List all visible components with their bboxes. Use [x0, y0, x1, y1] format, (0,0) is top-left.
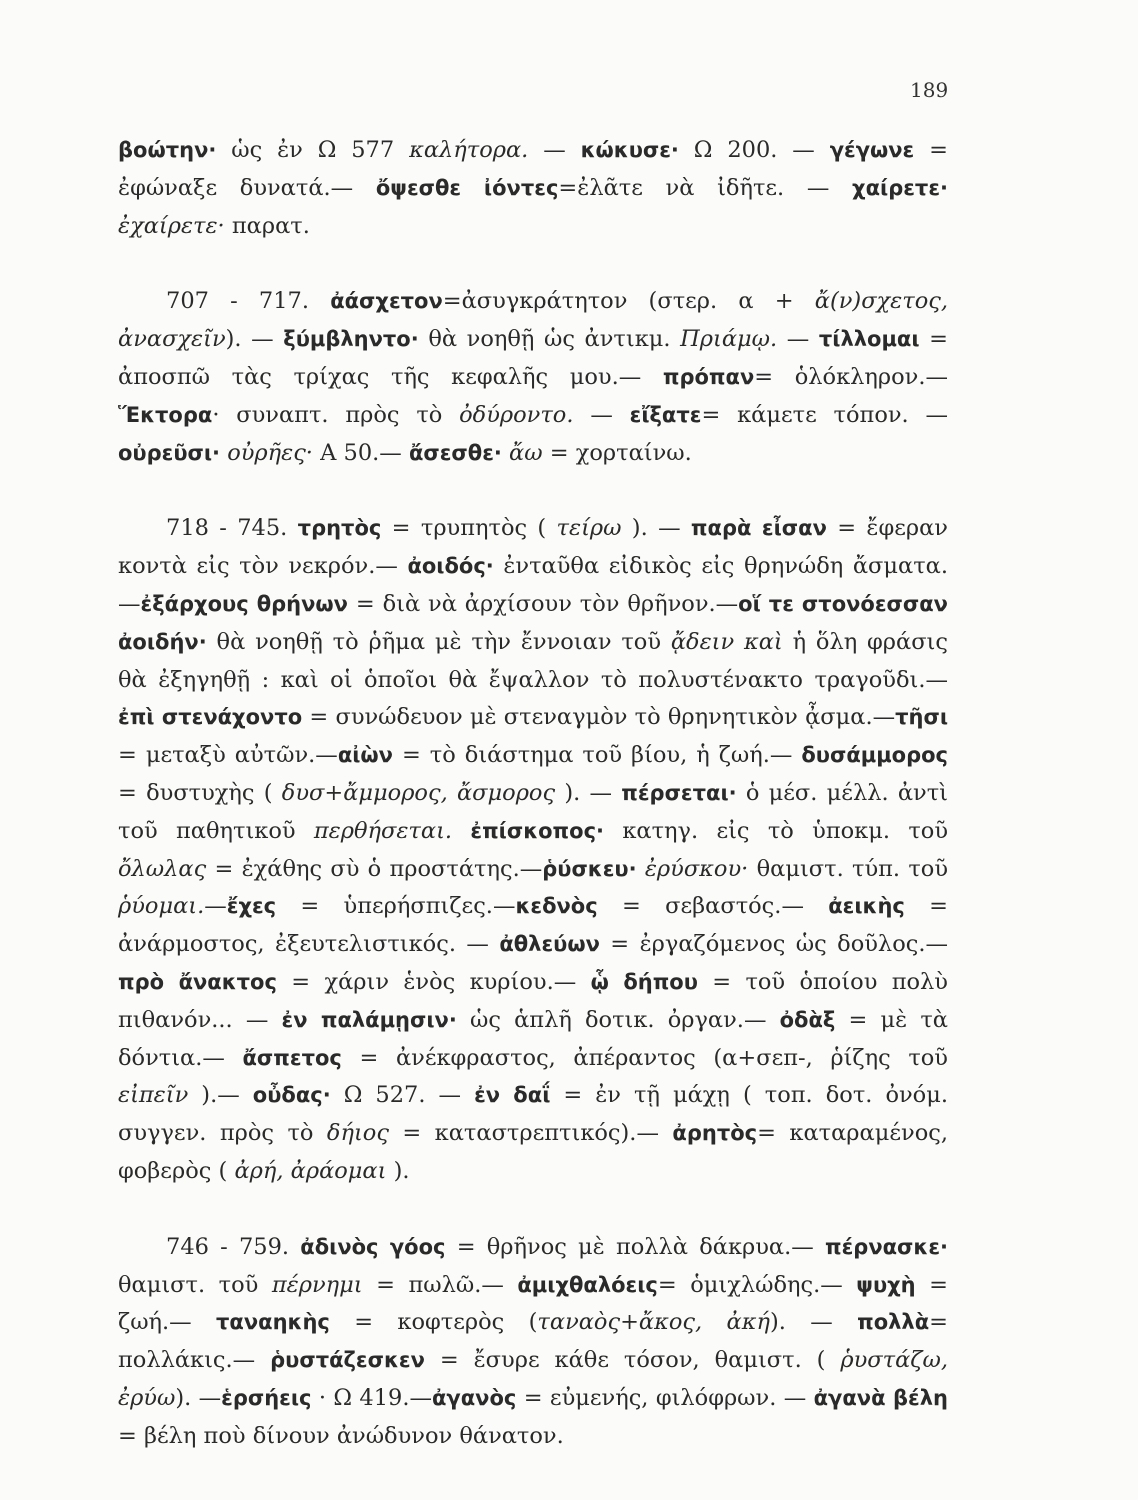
lemma-term: ἐπίσκοπος·: [470, 818, 605, 843]
gloss-text: ). —: [225, 326, 284, 353]
gloss-text: 707 - 717.: [166, 288, 331, 315]
gloss-text: θὰ νοηθῇ ὡς ἀντικμ.: [418, 326, 681, 353]
gloss-text: = ἔσυρε κάθε τόσον, θαμιστ. (: [424, 1347, 841, 1374]
gloss-text: = ἐφώναξε δυνατά.—: [118, 137, 948, 201]
lemma-term: ᾧ δήπου: [590, 969, 698, 994]
lemma-term: ὄψεσθε ἰόντες: [375, 175, 559, 200]
gloss-text: θὰ νοηθῇ τὸ ῥῆμα μὲ τὴν ἔννοιαν τοῦ: [206, 628, 671, 655]
gloss-text: = ζωή.—: [118, 1271, 949, 1336]
paragraph-gap: [118, 472, 948, 510]
gloss-text: = ὁμιχλώδης.—: [657, 1271, 857, 1298]
italic-citation: ῥύομαι.: [118, 893, 205, 920]
lemma-term: πέρνασκε·: [824, 1234, 948, 1259]
italic-citation: ἄ(ν)σχετος, ἀνασχεῖν: [118, 288, 949, 353]
lemma-term: δυσάμμορος: [801, 743, 948, 768]
gloss-text: —: [528, 137, 581, 163]
lemma-term: τῆσι: [895, 705, 948, 730]
italic-citation: πέρνημι: [271, 1271, 363, 1298]
lemma-term: πρόπαν: [662, 364, 755, 389]
gloss-text: = δυστυχὴς (: [118, 779, 282, 806]
gloss-text: = τρυπητὸς (: [381, 515, 557, 542]
gloss-text: = βέλη ποὺ δίνουν ἀνώδυνον θάνατον.: [118, 1422, 564, 1449]
gloss-text: = μὲ τὰ δόντια.—: [118, 1006, 948, 1071]
lemma-term: ἀδινὸς γόος: [300, 1234, 446, 1259]
lemma-term: πολλὰ: [857, 1310, 930, 1335]
lemma-term: πέρσεται·: [621, 780, 737, 805]
lemma-term: κώκυσε·: [580, 138, 679, 162]
italic-citation: ᾄδειν καὶ: [670, 628, 783, 655]
lemma-term: οὖδας·: [252, 1083, 331, 1108]
gloss-text: Α 50.—: [312, 439, 409, 466]
lemma-term: ἐν παλάμῃσιν·: [281, 1007, 457, 1032]
gloss-text: = μεταξὺ αὐτῶν.—: [118, 742, 338, 769]
gloss-text: ). —: [621, 515, 691, 542]
gloss-text: —: [204, 893, 227, 920]
gloss-text: = εὐμενής, φιλόφρων. —: [516, 1384, 814, 1411]
lemma-term: ἐν δαΐ: [474, 1083, 551, 1108]
lemma-term: κεδνὸς: [515, 894, 598, 919]
lemma-term: οἵ τε στονόεσσαν ἀοιδήν·: [118, 591, 948, 654]
italic-citation: ἐρύσκου·: [644, 855, 749, 882]
gloss-text: [452, 818, 470, 844]
gloss-text: = κοφτερὸς (: [329, 1309, 538, 1336]
lemma-term: ἀοιδός·: [407, 554, 494, 579]
gloss-text: · Ω 419.—: [311, 1384, 432, 1411]
gloss-text: ).—: [188, 1082, 253, 1109]
gloss-text: = ὁλόκληρον.—: [754, 363, 948, 390]
lemma-term: τρητὸς: [297, 516, 382, 541]
lemma-term: πρὸ ἄνακτος: [118, 969, 277, 994]
gloss-text: [637, 856, 645, 882]
gloss-text: = χορταίνω.: [542, 439, 692, 466]
gloss-text: ὡς ἐν Ω 577: [216, 137, 410, 163]
paragraph-gap: [118, 1191, 948, 1229]
gloss-text: =ἀσυγκράτητον (στερ. α +: [442, 288, 815, 315]
italic-citation: ἄω: [509, 439, 543, 466]
gloss-text: · συναπτ. πρὸς τὸ: [212, 401, 460, 428]
italic-citation: δήιος: [326, 1120, 389, 1147]
lemma-term: ἀάσχετον: [330, 289, 443, 314]
lemma-term: οὐρεῦσι·: [118, 440, 221, 465]
gloss-text: Ω 200. —: [678, 137, 830, 163]
gloss-text: ἐνταῦθα εἰδικὸς εἰς θρηνώδη ἄσματα.—: [118, 553, 948, 617]
commentary-paragraph: [118, 132, 948, 245]
gloss-text: = κάμετε τόπον. —: [701, 401, 948, 428]
gloss-text: = ἐχάθης σὺ ὁ προστάτης.—: [206, 855, 543, 882]
gloss-text: = τοῦ ὁποίου πολὺ πιθανόν... —: [118, 968, 948, 1033]
lemma-term: εἴξατε: [629, 402, 702, 427]
lemma-term: χαίρετε·: [852, 175, 948, 200]
gloss-text: = πολλάκις.—: [118, 1309, 949, 1374]
lemma-term: ἀρητὸς: [672, 1121, 758, 1146]
lemma-term: Ἕκτορα: [118, 402, 213, 427]
gloss-text: 718 - 745.: [166, 515, 298, 542]
italic-citation: ὄλωλας: [118, 855, 207, 882]
gloss-text: = ἔφεραν κοντὰ εἰς τὸν νεκρόν.—: [118, 515, 948, 580]
lemma-term: ῥύσκευ·: [542, 856, 637, 881]
gloss-text: ). —: [555, 779, 622, 806]
gloss-text: παρατ.: [224, 212, 310, 239]
lemma-term: βοώτην·: [118, 138, 217, 162]
gloss-text: = ὑπερήσπιζες.—: [276, 893, 516, 920]
lemma-term: ἄσπετος: [242, 1045, 342, 1070]
gloss-text: 746 - 759.: [166, 1233, 301, 1260]
commentary-paragraph: [118, 510, 948, 1190]
lemma-term: ῥυστάζεσκεν: [270, 1348, 425, 1373]
gloss-text: = ἀποσπῶ τὰς τρίχας τῆς κεφαλῆς μου.—: [118, 326, 948, 390]
gloss-text: = θρῆνος μὲ πολλὰ δάκρυα.—: [445, 1233, 825, 1260]
gloss-text: = καταστρεπτικός).—: [388, 1120, 673, 1147]
gloss-text: θαμιστ. τοῦ: [118, 1271, 272, 1298]
lemma-term: ἀγανὰ βέλη: [813, 1385, 948, 1410]
italic-citation: ἐχαίρετε·: [118, 212, 225, 239]
gloss-text: ). —: [769, 1309, 858, 1336]
commentary-body: [118, 132, 948, 1456]
gloss-text: = ἐν τῇ μάχῃ ( τοπ. δοτ. ὀνόμ. συγγεν. πρὸς τὸ: [118, 1082, 949, 1147]
gloss-text: = σεβαστός.—: [597, 893, 829, 920]
page-number: 189: [910, 78, 949, 102]
lemma-term: τίλλομαι: [818, 327, 920, 352]
gloss-text: —: [777, 326, 819, 353]
italic-citation: οὐρῆες·: [227, 439, 313, 466]
lemma-term: ἀθλεύων: [499, 932, 600, 957]
gloss-text: = διὰ νὰ ἀρχίσουν τὸν θρῆνον.—: [347, 590, 739, 617]
lemma-term: ξύμβληντο·: [283, 327, 419, 352]
gloss-text: = τὸ διάστημα τοῦ βίου, ἡ ζωή.—: [392, 742, 802, 769]
italic-citation: ταναὸς+ἄκος, ἀκή: [537, 1309, 770, 1336]
lemma-term: ἀγανὸς: [432, 1385, 517, 1410]
gloss-text: =ἐλᾶτε νὰ ἰδῆτε. —: [558, 174, 853, 201]
italic-citation: ὀδύροντο.: [459, 401, 574, 428]
gloss-text: ).: [386, 1157, 410, 1184]
italic-citation: δυσ+ἄμμορος, ἄσμορος: [281, 779, 556, 806]
gloss-text: —: [573, 401, 630, 428]
gloss-text: ὁ μέσ. μέλλ. ἀντὶ τοῦ παθητικοῦ: [118, 779, 949, 844]
gloss-text: ἡ ὅλη φράσις θὰ ἐξηγηθῇ : καὶ οἱ ὁποῖοι θὰ ἔψαλλον τὸ πολυστένακτο τραγοῦδι.—: [118, 628, 948, 693]
paragraph-gap: [118, 245, 948, 283]
lemma-term: ἐπὶ στενάχοντο: [118, 705, 303, 730]
italic-citation: περθήσεται.: [313, 817, 453, 844]
gloss-text: = ἐργαζόμενος ὡς δοῦλος.—: [599, 931, 948, 958]
italic-citation: ἀρή, ἀράομαι: [234, 1157, 387, 1184]
lemma-term: ταναηκὴς: [216, 1310, 330, 1335]
lemma-term: γέγωνε: [829, 138, 915, 162]
commentary-paragraph: [118, 283, 948, 472]
commentary-paragraph: [118, 1229, 948, 1456]
lemma-term: ψυχὴ: [856, 1272, 916, 1297]
gloss-text: = ἀνάρμοστος, ἐξευτελιστικός. —: [118, 893, 948, 958]
gloss-text: θαμιστ. τύπ. τοῦ: [748, 855, 948, 882]
italic-citation: εἰπεῖν: [118, 1082, 189, 1109]
gloss-text: = χάριν ἑνὸς κυρίου.—: [276, 968, 591, 995]
lemma-term: ἐξάρχους θρήνων: [140, 591, 348, 616]
lemma-term: ἀμιχθαλόεις: [517, 1272, 658, 1297]
italic-citation: Πριάμῳ.: [680, 326, 778, 353]
lemma-term: ὀδὰξ: [779, 1007, 836, 1032]
gloss-text: ). —: [175, 1384, 222, 1411]
lemma-term: παρὰ εἶσαν: [690, 516, 827, 541]
gloss-text: ὡς ἁπλῆ δοτικ. ὀργαν.—: [456, 1006, 780, 1033]
gloss-text: = συνώδευον μὲ στεναγμὸν τὸ θρηνητικὸν ᾆσμα.—: [302, 704, 896, 731]
italic-citation: τείρω: [556, 515, 622, 542]
lemma-term: ἔχες: [226, 894, 277, 919]
lemma-term: ἄσεσθε·: [408, 440, 502, 465]
gloss-text: = ἀνέκφραστος, ἀπέραντος (α+σεπ-, ῥίζης τοῦ: [341, 1044, 948, 1071]
gloss-text: Ω 527. —: [330, 1082, 475, 1109]
gloss-text: [502, 440, 509, 466]
italic-citation: καλήτορα.: [409, 137, 529, 163]
lemma-term: ἀεικὴς: [828, 894, 905, 919]
italic-citation: ῥυστάζω, ἐρύω: [118, 1347, 948, 1411]
lemma-term: αἰὼν: [337, 743, 393, 768]
gloss-text: κατηγ. εἰς τὸ ὑποκμ. τοῦ: [604, 817, 948, 844]
gloss-text: = πωλῶ.—: [362, 1271, 518, 1298]
gloss-text: = καταραμένος, φοβερὸς (: [118, 1120, 948, 1184]
lemma-term: ἑρσήεις: [221, 1385, 312, 1410]
